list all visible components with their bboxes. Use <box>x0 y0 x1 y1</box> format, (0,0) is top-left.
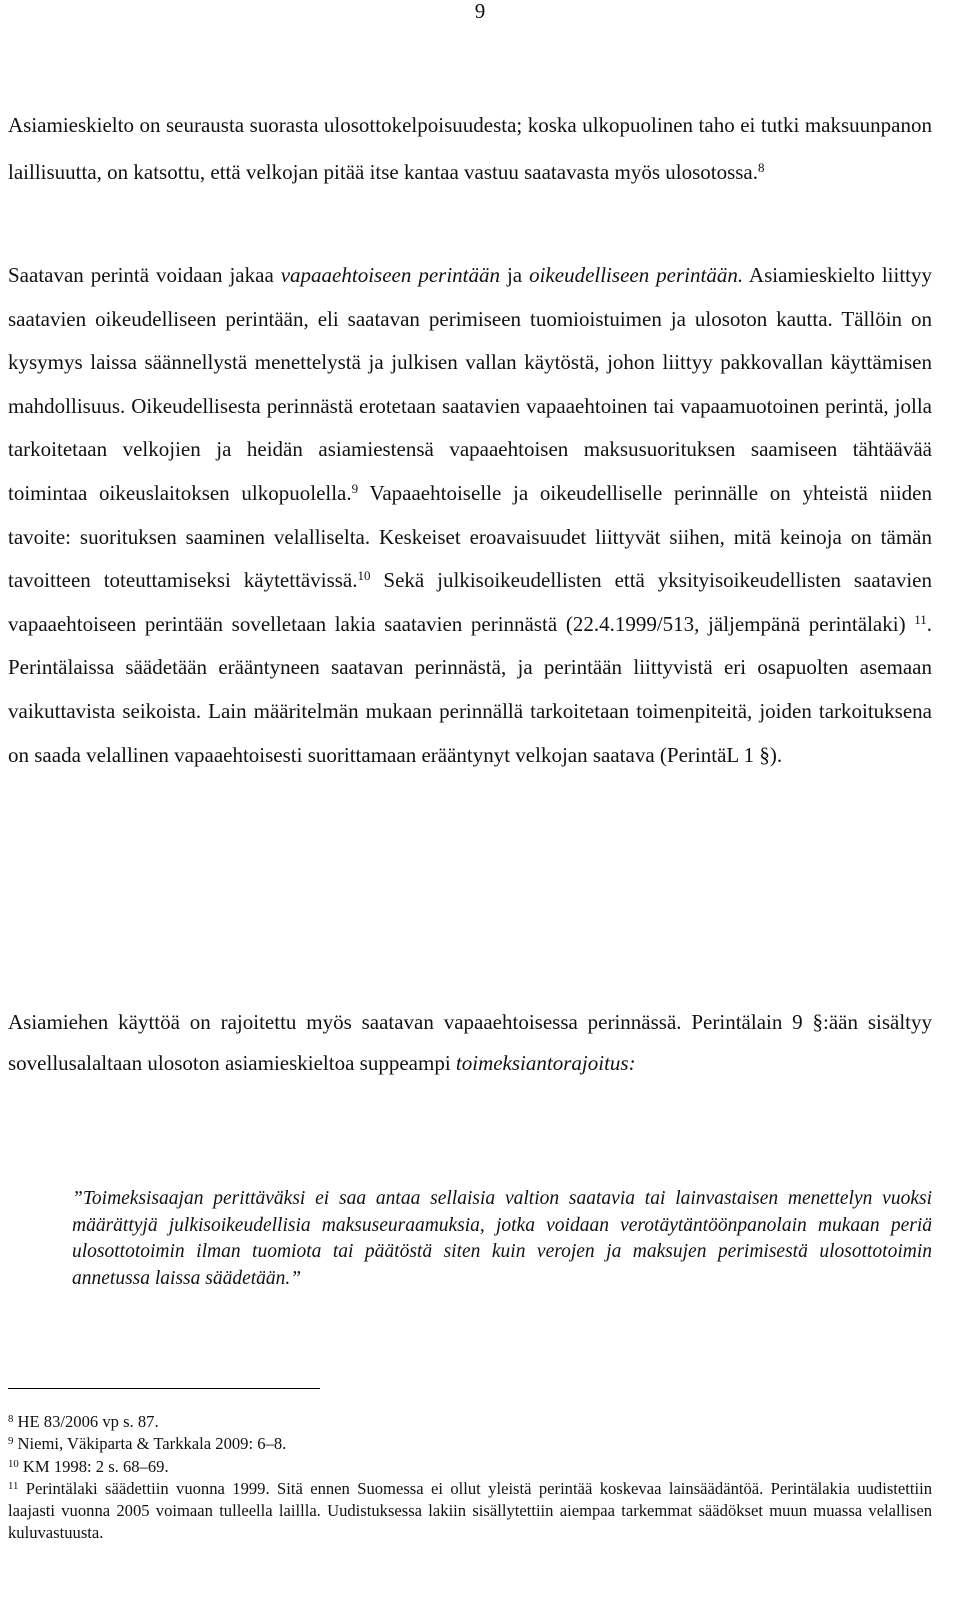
footnote-text: KM 1998: 2 s. 68–69. <box>18 1456 169 1476</box>
paragraph-2-text-c: Asiamieskielto liittyy saatavien oikeudelliseen perintään, eli saatavan perimiseen tuomioistuimen ja ulosoton kautta. Tällöin on kysymys laissa säännellystä menettelystä ja julkisen vallan käytöstä, johon liittyy pakkovallan käyttämisen mahdollisuus. Oikeudellisesta perinnästä erotetaan saatavien vapaaehtoinen tai vapaamuotoinen perintä, jolla tarkoitetaan velkojien ja heidän asiamiestensä vapaaehtoisen maksusuorituksen saamiseen tähtäävää toimintaa oikeuslaitoksen ulkopuolella. <box>8 263 933 505</box>
footnote-text: Niemi, Väkiparta & Tarkkala 2009: 6–8. <box>13 1434 287 1454</box>
footnote-10 <box>8 1456 932 1478</box>
footnote-11 <box>8 1478 932 1545</box>
page-number: 9 <box>474 0 486 23</box>
footnote-number: 8 <box>8 1413 14 1426</box>
footnote-text: Perintälaki säädettiin vuonna 1999. Sitä ennen Suomessa ei ollut yleistä perintää koskevaa lainsäädäntöä. Perintälakia uudistettiin laajasti vuonna 2005 voimaan tulleella laillla. Uudistuksessa lakiin sisällytettiin aiempaa tarkemmat säädökset muun muassa velallisen kuluvastuusta. <box>8 1478 932 1543</box>
paragraph-1 <box>8 102 932 196</box>
footnote-8 <box>8 1411 932 1433</box>
footnote-number: 10 <box>8 1457 19 1470</box>
paragraph-2-text-f: . Perintälaissa säädetään erääntyneen saatavan perinnästä, ja perintään liittyvistä eri osapuolten asemaan vaikuttavista seikoista. Lain määritelmän mukaan perinnällä tarkoitetaan toimenpiteitä, joiden tarkoituksena on saada velallinen vapaaehtoisesti suorittamaan erääntynyt velkojan saatava (PerintäL 1 §). <box>8 611 932 767</box>
footnote-ref-11[interactable]: 11 <box>914 611 927 627</box>
footnote-text: HE 83/2006 vp s. 87. <box>13 1412 159 1431</box>
footnote-ref-9[interactable]: 9 <box>351 480 359 496</box>
footnotes <box>8 1411 932 1545</box>
footnote-separator <box>8 1388 320 1389</box>
term-legal-collection: oikeudelliseen perintään. <box>529 263 744 287</box>
footnote-ref-10[interactable]: 10 <box>357 568 371 583</box>
paragraph-2-text-d: Vapaaehtoiselle ja oikeudelliselle perinnälle on yhteistä niiden tavoite: suorituksen saaminen velalliselta. Keskeiset eroavaisuudet liittyvät siihen, mitä keinoja on tämän tavoitteen toteuttamiseksi käytettävissä. <box>8 480 932 593</box>
paragraph-3-text: Asiamiehen käyttöä on rajoitettu myös saatavan vapaaehtoisessa perinnässä. Perintälain 9 §:ään sisältyy sovellusalaltaan ulosoton asiamieskieltoa suppeampi <box>8 1010 932 1075</box>
paragraph-1-text: Asiamieskielto on seurausta suorasta ulosottokelpoisuudesta; koska ulkopuolinen taho ei tutki maksuunpanon laillisuutta, on katsottu, että velkojan pitää itse kantaa vastuu saatavasta myös ulosotossa. <box>8 113 932 184</box>
footnote-number: 11 <box>8 1480 19 1493</box>
paragraph-2-text-a: Saatavan perintä voidaan jakaa <box>8 263 281 287</box>
paragraph-3 <box>8 1002 932 1084</box>
footnote-9 <box>8 1433 932 1455</box>
term-mandate-restriction: toimeksiantorajoitus: <box>455 1051 636 1075</box>
footnote-number: 9 <box>8 1435 14 1448</box>
term-voluntary-collection: vapaaehtoiseen perintään <box>280 263 500 287</box>
footnote-ref-8[interactable]: 8 <box>758 159 765 175</box>
paragraph-2-text-e: Sekä julkisoikeudellisten että yksityisoikeudellisten saatavien vapaaehtoiseen perintään sovelletaan lakia saatavien perinnästä (22.4.1999/513, jäljempänä perintälaki) <box>8 568 932 636</box>
block-quote: ”Toimeksisaajan perittäväksi ei saa antaa sellaisia valtion saatavia tai lainvastaisen menettelyn vuoksi määrättyjä julkisoikeudellisia maksuseuraamuksia, jotka voidaan verotäytäntöönpanolain mukaan periä ulosottotoimin ilman tuomiota tai päätöstä siten kuin verojen ja maksujen perimisestä ulosottotoimin annetussa laissa säädetään.” <box>72 1188 932 1289</box>
paragraph-2 <box>8 254 932 777</box>
paragraph-2-text-b: ja <box>500 263 530 287</box>
